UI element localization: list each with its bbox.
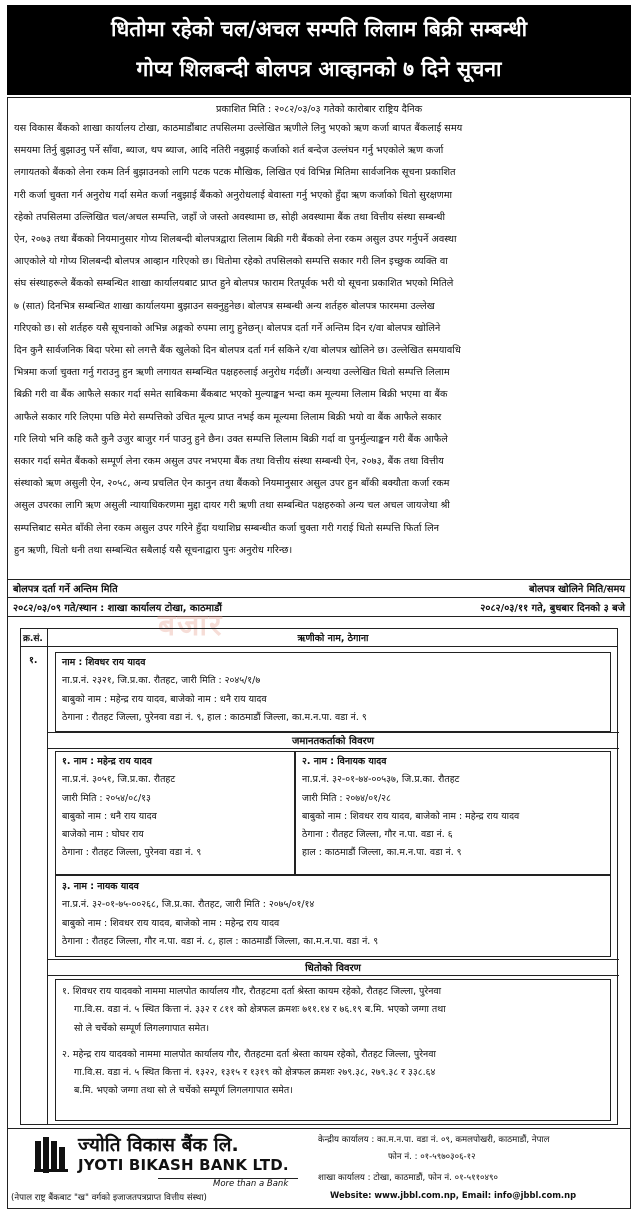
bank-contact	[308, 1132, 628, 1204]
guarantor-1-citizenship: ना.प्र.नं. ३०५१, जि.प्र.का. रौतहट	[62, 774, 176, 786]
guarantor-3-box	[55, 875, 611, 957]
body-line: बिक्री गरी वा बैंक आफैले सकार गर्दा समेत साबिकमा बैंकबाट भएको मुल्याङ्कन भन्दा कम मूल्यमा लिलाम बिक्री भएमा वा बैंक	[14, 389, 448, 401]
body-line: सम्पत्तिबाट समेत बाँकी लेना रकम असुल उपर गरिने हुँदा यथाशिघ्र सम्बन्धीत कर्जा चुक्ता गरी गराई धितो सम्पत्ति फिर्ता लिन	[14, 522, 440, 534]
guarantor-3-address: ठेगाना : रौतहट जिल्ला, गौर न.पा. वडा नं. ८, हाल : काठमाडौं जिल्ला, का.म.न.पा. वडा नं. ९	[62, 935, 379, 947]
notice-body	[14, 118, 624, 562]
collateral-1-line: गा.वि.स. वडा नं. ५ स्थित कित्ता नं. ३३२ र ८११ को क्षेत्रफल क्रमशः ७११.१४ र ७६.१९ ब.मि. भएको जग्गा तथा	[74, 1004, 446, 1016]
central-phone: फोन नं. : ०१-५९७०३०६-१२	[388, 1152, 476, 1162]
regulator-note: (नेपाल राष्ट्र बैंकबाट "ख" वर्गको इजाजतपत्रप्राप्त वित्तीय संस्था)	[11, 1193, 207, 1203]
collateral-1-line: १. शिवधर राय यादवको नाममा मालपोत कार्यालय गौर, रौतहटमा दर्ता श्रेस्ता कायम रहेको, रौतहट जिल्ला, पुरेनवा	[62, 986, 442, 997]
body-line: संस्थाको ऋण असुली ऐन, २०५८, अन्य प्रचलित ऐन कानुन तथा बैंकको नियमानुसार असुल उपर हुन बाँकी बक्यौता कर्जा रकम	[14, 478, 450, 490]
table-header	[21, 629, 617, 647]
bank-name-english: JYOTI BIKASH BANK LTD.	[78, 1156, 289, 1174]
guarantor-3-name: ३. नाम : नायक यादव	[62, 881, 139, 892]
deadline-dates	[8, 597, 630, 617]
submission-deadline-date: २०८२/०३/०९ गते/स्थान : शाखा कार्यालय टोखा, काठमाडौं	[13, 603, 222, 614]
name-header: ऋणीको नाम, ठेगाना	[297, 633, 369, 644]
borrower-parents: बाबुको नाम : महेन्द्र राय यादव, बाजेको नाम : धनै राय यादव	[62, 693, 267, 705]
body-line: हुन ऋणी, धितो धनी तथा सम्बन्धित सबैलाई यसै सूचनाद्वारा पुनः अनुरोध गरिन्छ।	[14, 544, 293, 556]
body-line: गरिएको छ। सो शर्तहरु यसै सूचनाको अभिन्न अङ्गको रुपमा लागु हुनेछन्। बोलपत्र दर्ता गर्ने अन्तिम दिन र/वा बोलपत्र खोलिने	[14, 322, 441, 334]
bank-name-nepali: ज्योति विकास बैंक लि.	[78, 1134, 239, 1156]
collateral-box	[55, 979, 611, 1121]
guarantor-2-name: २. नाम : विनायक यादव	[302, 756, 387, 767]
bank-website-email[interactable]: Website: www.jbbl.com.np, Email: info@jbbl.com.np	[330, 1190, 577, 1200]
borrower-table	[20, 628, 618, 1125]
guarantor-1-address: ठेगाना : रौतहट जिल्ला, पुरेनवा वडा नं. ९	[62, 847, 202, 859]
header-line-1: धितोमा रहेको चल/अचल सम्पति लिलाम बिक्री सम्बन्धी	[110, 17, 528, 41]
serial-header: क्र.सं.	[23, 634, 43, 644]
guarantors-title: जमानतकर्ताको विवरण	[47, 732, 619, 749]
collateral-1-line: सो ले चर्चेको सम्पूर्ण लिगलगापात समेत।	[74, 1022, 210, 1034]
guarantor-2-issue-date: जारी मिति : २०७४/०१/२८	[302, 792, 391, 804]
guarantor-2-address: ठेगाना : रौतहट जिल्ला, गौर न.पा. वडा नं. ६	[302, 829, 453, 841]
guarantor-2-parents: बाबुको नाम : शिवधर राय यादव, बाजेको नाम : महेन्द्र राय यादव	[302, 810, 520, 822]
branch-office: शाखा कार्यालय : टोखा, काठमाडौं, फोन नं. ०१-५११०४९०	[318, 1173, 498, 1183]
guarantor-3-citizenship: ना.प्र.नं. ३२-०१-७५-००२६८, जि.प्र.का. रौतहट, जारी मिति : २०७५/०१/१४	[62, 899, 315, 911]
body-line: आएकोले यो गोप्य शिलबन्दी बोलपत्र आव्हान गरिएको छ। धितोमा रहेको तपसिलको सम्पत्ति सकार गरी लिन इच्छुक व्यक्ति वा	[14, 256, 448, 268]
bank-logo-icon	[32, 1135, 72, 1175]
bank-footer	[8, 1128, 630, 1208]
body-line: असुल उपरका लागि ऋण असुली न्यायाधिकरणमा मुद्दा दायर गरी ऋणी तथा सम्बन्धित पक्षहरुको अन्य चल अचल जायजेथा श्री	[14, 500, 450, 512]
borrower-citizenship: ना.प्र.नं. २३२१, जि.प्र.का. रौतहट, जारी मिति : २०४५/१/७	[62, 675, 261, 687]
body-line: समयमा तिर्नु बुझाउनु पर्ने साँवा, ब्याज, थप ब्याज, आदि नतिरी नबुझाई कर्जाको शर्त बन्देज उल्लंघन गर्नु भएकोले ऋण कर्जा	[14, 145, 444, 157]
body-line: भित्रमा कर्जा चुक्ता गर्नु गराउनु हुन ऋणी लगायत सम्बन्धित पक्षहरुलाई अनुरोध गर्दछौं। अन्यथा उल्लेखित धितो सम्पत्ति लिलाम	[14, 367, 450, 379]
guarantor-1-father: बाबुको नाम : धनै राय यादव	[62, 810, 157, 822]
body-line: संघ संस्थाहरूले बैंकको सम्बन्धित शाखा कार्यालयबाट प्राप्त हुने बोलपत्र फाराम रितपूर्वक भरी यो सूचना प्रकाशित भएको मितिले	[14, 278, 454, 290]
notice-frame	[7, 97, 631, 1209]
guarantor-2-citizenship: ना.प्र.नं. ३२-०१-७४-००५३७, जि.प्र.का. रौतहट	[302, 774, 460, 786]
body-line: यस विकास बैंकको शाखा कार्यालय टोखा, काठमाडौंबाट तपसिलमा उल्लेखित ऋणीले लिनु भएको ऋण कर्जा बापत बैंकलाई समय	[14, 123, 463, 134]
guarantor-1-grandfather: बाजेको नाम : घोघर राय	[62, 829, 144, 841]
body-line: लगायतको बैंकको लेना रकम तिर्न बुझाउनको लागि पटक पटक मौखिक, लिखित एवं विभिन्न मितिमा सार्वजनिक सूचना प्रकाशित	[14, 167, 456, 179]
submission-deadline-label: बोलपत्र दर्ता गर्ने अन्तिम मिति	[13, 584, 118, 595]
body-line: रहेको तपसिलमा उल्लिखित चल/अचल सम्पत्ति, जहाँ जे जस्तो अवस्थामा छ, सोही अवस्थामा बैंक तथा वित्तीय संस्था सम्बन्धी	[14, 211, 445, 223]
collateral-2-line: २. महेन्द्र राय यादवको नाममा मालपोत कार्यालय गौर, रौतहटमा दर्ता श्रेस्ता कायम रहेको, रौतहट जिल्ला, पुरेनवा	[62, 1048, 436, 1060]
collateral-2-line: गा.वि.स. वडा नं. ५ स्थित कित्ता नं. १३२२, १३१५ र १३१९ को क्षेत्रफल क्रमशः २७९.३८, २७९.३८ र ३३८.६४	[74, 1067, 436, 1079]
borrower-box	[55, 652, 611, 732]
published-date: प्रकाशित मिति : २०८२/०३/०३ गतेको कारोबार राष्ट्रिय दैनिक	[215, 104, 423, 115]
borrower-address: ठेगाना : रौतहट जिल्ला, पुरेनवा वडा नं. ९, हाल : काठमाडौं जिल्ला, का.म.न.पा. वडा नं. ९	[62, 711, 367, 723]
guarantor-3-parents: बाबुको नाम : शिवधर राय यादव, बाजेको नाम : महेन्द्र राय यादव	[62, 917, 280, 929]
collateral-2-line: ब.मि. भएको जग्गा तथा सो ले चर्चेको सम्पूर्ण लिगलगापात समेत।	[74, 1085, 293, 1097]
body-line: सकार गर्दा समेत बैंकको सम्पूर्ण लेना रकम असुल उपर नभएमा बैंक तथा वित्तीय संस्था सम्बन्धी ऐन, २०७३, बैंक तथा वित्तीय	[14, 456, 444, 468]
opening-date-value: २०८२/०३/११ गते, बुधबार दिनको ३ बजे	[480, 603, 625, 614]
body-line: ऐन, २०७३ तथा बैंकको नियमानुसार गोप्य शिलबन्दी बोलपत्रद्वारा लिलाम बिक्री गरी बैंकको लेना रकम असुल उपर गर्नुपर्ने अवस्था	[14, 234, 457, 246]
header-line-2: गोप्य शिलबन्दी बोलपत्र आव्हानको ७ दिने सूचना	[136, 57, 502, 81]
body-line: आफैले सकार गरि लिएमा पछि मेरो सम्पत्तिको उचित मूल्य प्राप्त नभई कम मूल्यमा लिलाम बिक्री भयो वा बैंक आफैले सकार	[14, 411, 442, 423]
body-line: गरि लियो भनि कहि कतै कुनै उजुर बाजुर गर्न पाउनु हुने छैन। उक्त सम्पत्ति लिलाम बिक्री गर्दा वा पुनर्मुल्याङ्कन गरी बैंक आफैले	[14, 433, 448, 445]
guarantor-1-box	[55, 751, 295, 875]
bank-tagline: More than a Bank	[213, 1179, 289, 1189]
column-divider	[47, 629, 48, 1124]
borrower-name: नाम : शिवधर राय यादव	[62, 657, 146, 668]
body-line: ७ (सात) दिनभित्र सम्बन्धित शाखा कार्यालयमा बुझाउन सक्नुहुनेछ। बोलपत्र सम्बन्धी अन्य शर्तहरु बोलपत्र फारममा उल्लेख	[14, 300, 435, 312]
opening-date-label: बोलपत्र खोलिने मिति/समय	[529, 584, 625, 595]
collateral-title: धितोको विवरण	[47, 959, 619, 976]
body-line: गरी कर्जा चुक्ता गर्न अनुरोध गर्दा समेत कर्जा नबुझाई बैंकको अनुरोधलाई बेवास्ता गर्नु भएको हुँदा ऋण कर्जाको धितो सुरक्षणमा	[14, 189, 453, 201]
central-office: केन्द्रीय कार्यालय : का.म.न.पा. वडा नं. ०९, कमलपोखरी, काठमाडौं, नेपाल	[318, 1135, 550, 1145]
notice-header	[7, 5, 631, 95]
guarantor-1-name: १. नाम : महेन्द्र राय यादव	[62, 756, 152, 767]
watermark: बजार	[158, 608, 224, 643]
guarantor-2-box	[295, 751, 611, 875]
body-line: दिन कुनै सार्वजनिक बिदा परेमा सो लगत्तै बैंक खुलेको दिन बोलपत्र दर्ता गर्न सकिने र/वा बोलपत्र खोलिने छ। उल्लेखित समयावधि	[14, 345, 461, 357]
guarantor-1-issue-date: जारी मिति : २०५४/०८/१३	[62, 792, 151, 804]
guarantor-2-current-address: हाल : काठमाडौं जिल्ला, का.म.न.पा. वडा नं. ९	[302, 847, 462, 859]
deadline-labels	[8, 579, 630, 597]
serial-number: १.	[29, 655, 38, 666]
